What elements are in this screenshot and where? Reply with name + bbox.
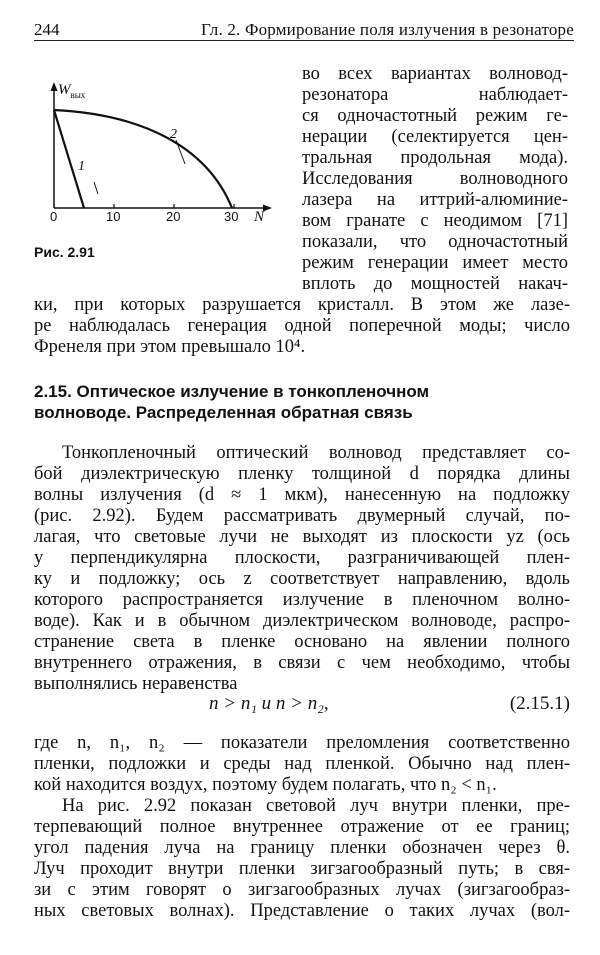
text-line: вом гранате с неодимом [71] bbox=[302, 211, 568, 231]
equation-number: (2.15.1) bbox=[509, 693, 570, 714]
y-axis-arrow bbox=[51, 82, 58, 91]
y-axis-label: $W_{вых}$ bbox=[58, 82, 86, 100]
x-tick-20: 20 bbox=[166, 209, 181, 224]
text-line: лазера на иттрий-алюминие- bbox=[302, 190, 568, 210]
x-tick-0: 0 bbox=[50, 209, 58, 224]
text-line: ся одночастотный режим ге- bbox=[302, 106, 568, 126]
text-line: которого распространяется излучение в пленочном волно- bbox=[34, 590, 570, 610]
page-header bbox=[34, 18, 574, 42]
text-line: во всех вариантах волновод- bbox=[302, 64, 568, 84]
running-title: Гл. 2. Формирование поля излучения в резонаторе bbox=[201, 20, 574, 39]
curve-2-leader bbox=[176, 140, 185, 164]
equation-body: n > n₁ и n > n₂, bbox=[209, 693, 329, 714]
text-line: Луч проходит внутри пленки зигзагообразный путь; в свя- bbox=[34, 859, 570, 879]
text-line: бой диэлектрическую пленку толщиной d порядка длины bbox=[34, 464, 570, 484]
header-rule bbox=[34, 40, 574, 41]
text-line: волны излучения (d ≈ 1 мкм), нанесенную на подложку bbox=[34, 485, 570, 505]
x-axis-label: N bbox=[254, 209, 265, 225]
text-line: внутреннего отражения, в связи с чем необходимо, чтобы bbox=[34, 653, 570, 673]
text-line: тральная продольная мода). bbox=[302, 148, 568, 168]
text-line: ре наблюдалась генерация одной поперечной моды; число bbox=[34, 316, 570, 336]
text-line: ных световых волнах). Представление о таких лучах (вол- bbox=[34, 901, 570, 921]
text-line: Тонкопленочный оптический волновод представляет со- bbox=[62, 443, 570, 463]
text-line: кой находится воздух, поэтому будем полагать, что n₂ < n₁. bbox=[34, 775, 497, 795]
x-tick-30: 30 bbox=[224, 209, 239, 224]
text-line: выполнялись неравенства bbox=[34, 674, 238, 694]
text-line: режим генерации имеет место bbox=[302, 253, 568, 273]
figure-caption: Рис. 2.91 bbox=[34, 244, 95, 260]
text-line: Френеля при этом превышало 10⁴. bbox=[34, 337, 306, 357]
curve-label-2: 2 bbox=[170, 127, 177, 142]
page-number: 244 bbox=[34, 20, 60, 39]
equation bbox=[34, 693, 570, 717]
curve-label-1: 1 bbox=[78, 159, 85, 174]
text-line: ки, при которых разрушается кристалл. В этом же лазе- bbox=[34, 295, 570, 315]
text-line: y перпендикулярна плоскости, разграничивающей плен- bbox=[34, 548, 570, 568]
text-line: лагая, что световые лучи не выходят из плоскости yz (ось bbox=[34, 527, 570, 547]
text-line: нерации (селектируется цен- bbox=[302, 127, 568, 147]
text-line: пленки, подложки и среды над пленкой. Обычно над плен- bbox=[34, 754, 570, 774]
section-subheading: волноводе. Распределенная обратная связь bbox=[34, 403, 413, 422]
text-line: воде). Как и в обычном диэлектрическом волноводе, распро- bbox=[34, 611, 570, 631]
text-line: вплоть до мощностей накач- bbox=[302, 274, 568, 294]
text-line: странение света в пленке основано на явлении полного bbox=[34, 632, 570, 652]
x-tick-10: 10 bbox=[106, 209, 121, 224]
text-line: (рис. 2.92). Будем рассматривать двумерный случай, по- bbox=[34, 506, 570, 526]
text-line: ку и подложку; ось z соответствует направлению, вдоль bbox=[34, 569, 570, 589]
x-axis-arrow bbox=[263, 205, 272, 212]
text-line: резонатора наблюдает- bbox=[302, 85, 568, 105]
figure-2-91 bbox=[28, 80, 290, 240]
text-line: терпевающий полное внутреннее отражение от ее границ; bbox=[34, 817, 570, 837]
curve-1-leader bbox=[94, 182, 98, 194]
text-line: Исследования волноводного bbox=[302, 169, 568, 189]
text-line: зи с этим говорят о зигзагообразных лучах (зигзагообраз- bbox=[34, 880, 570, 900]
text-line: показали, что одночастотный bbox=[302, 232, 568, 252]
text-line: На рис. 2.92 показан световой луч внутри пленки, пре- bbox=[62, 796, 570, 816]
text-line: где n, n₁, n₂ — показатели преломления соответственно bbox=[34, 733, 570, 753]
text-line: угол падения луча на границу пленки обозначен через θ. bbox=[34, 838, 570, 858]
section-heading: 2.15. Оптическое излучение в тонкопленочном bbox=[34, 382, 430, 401]
